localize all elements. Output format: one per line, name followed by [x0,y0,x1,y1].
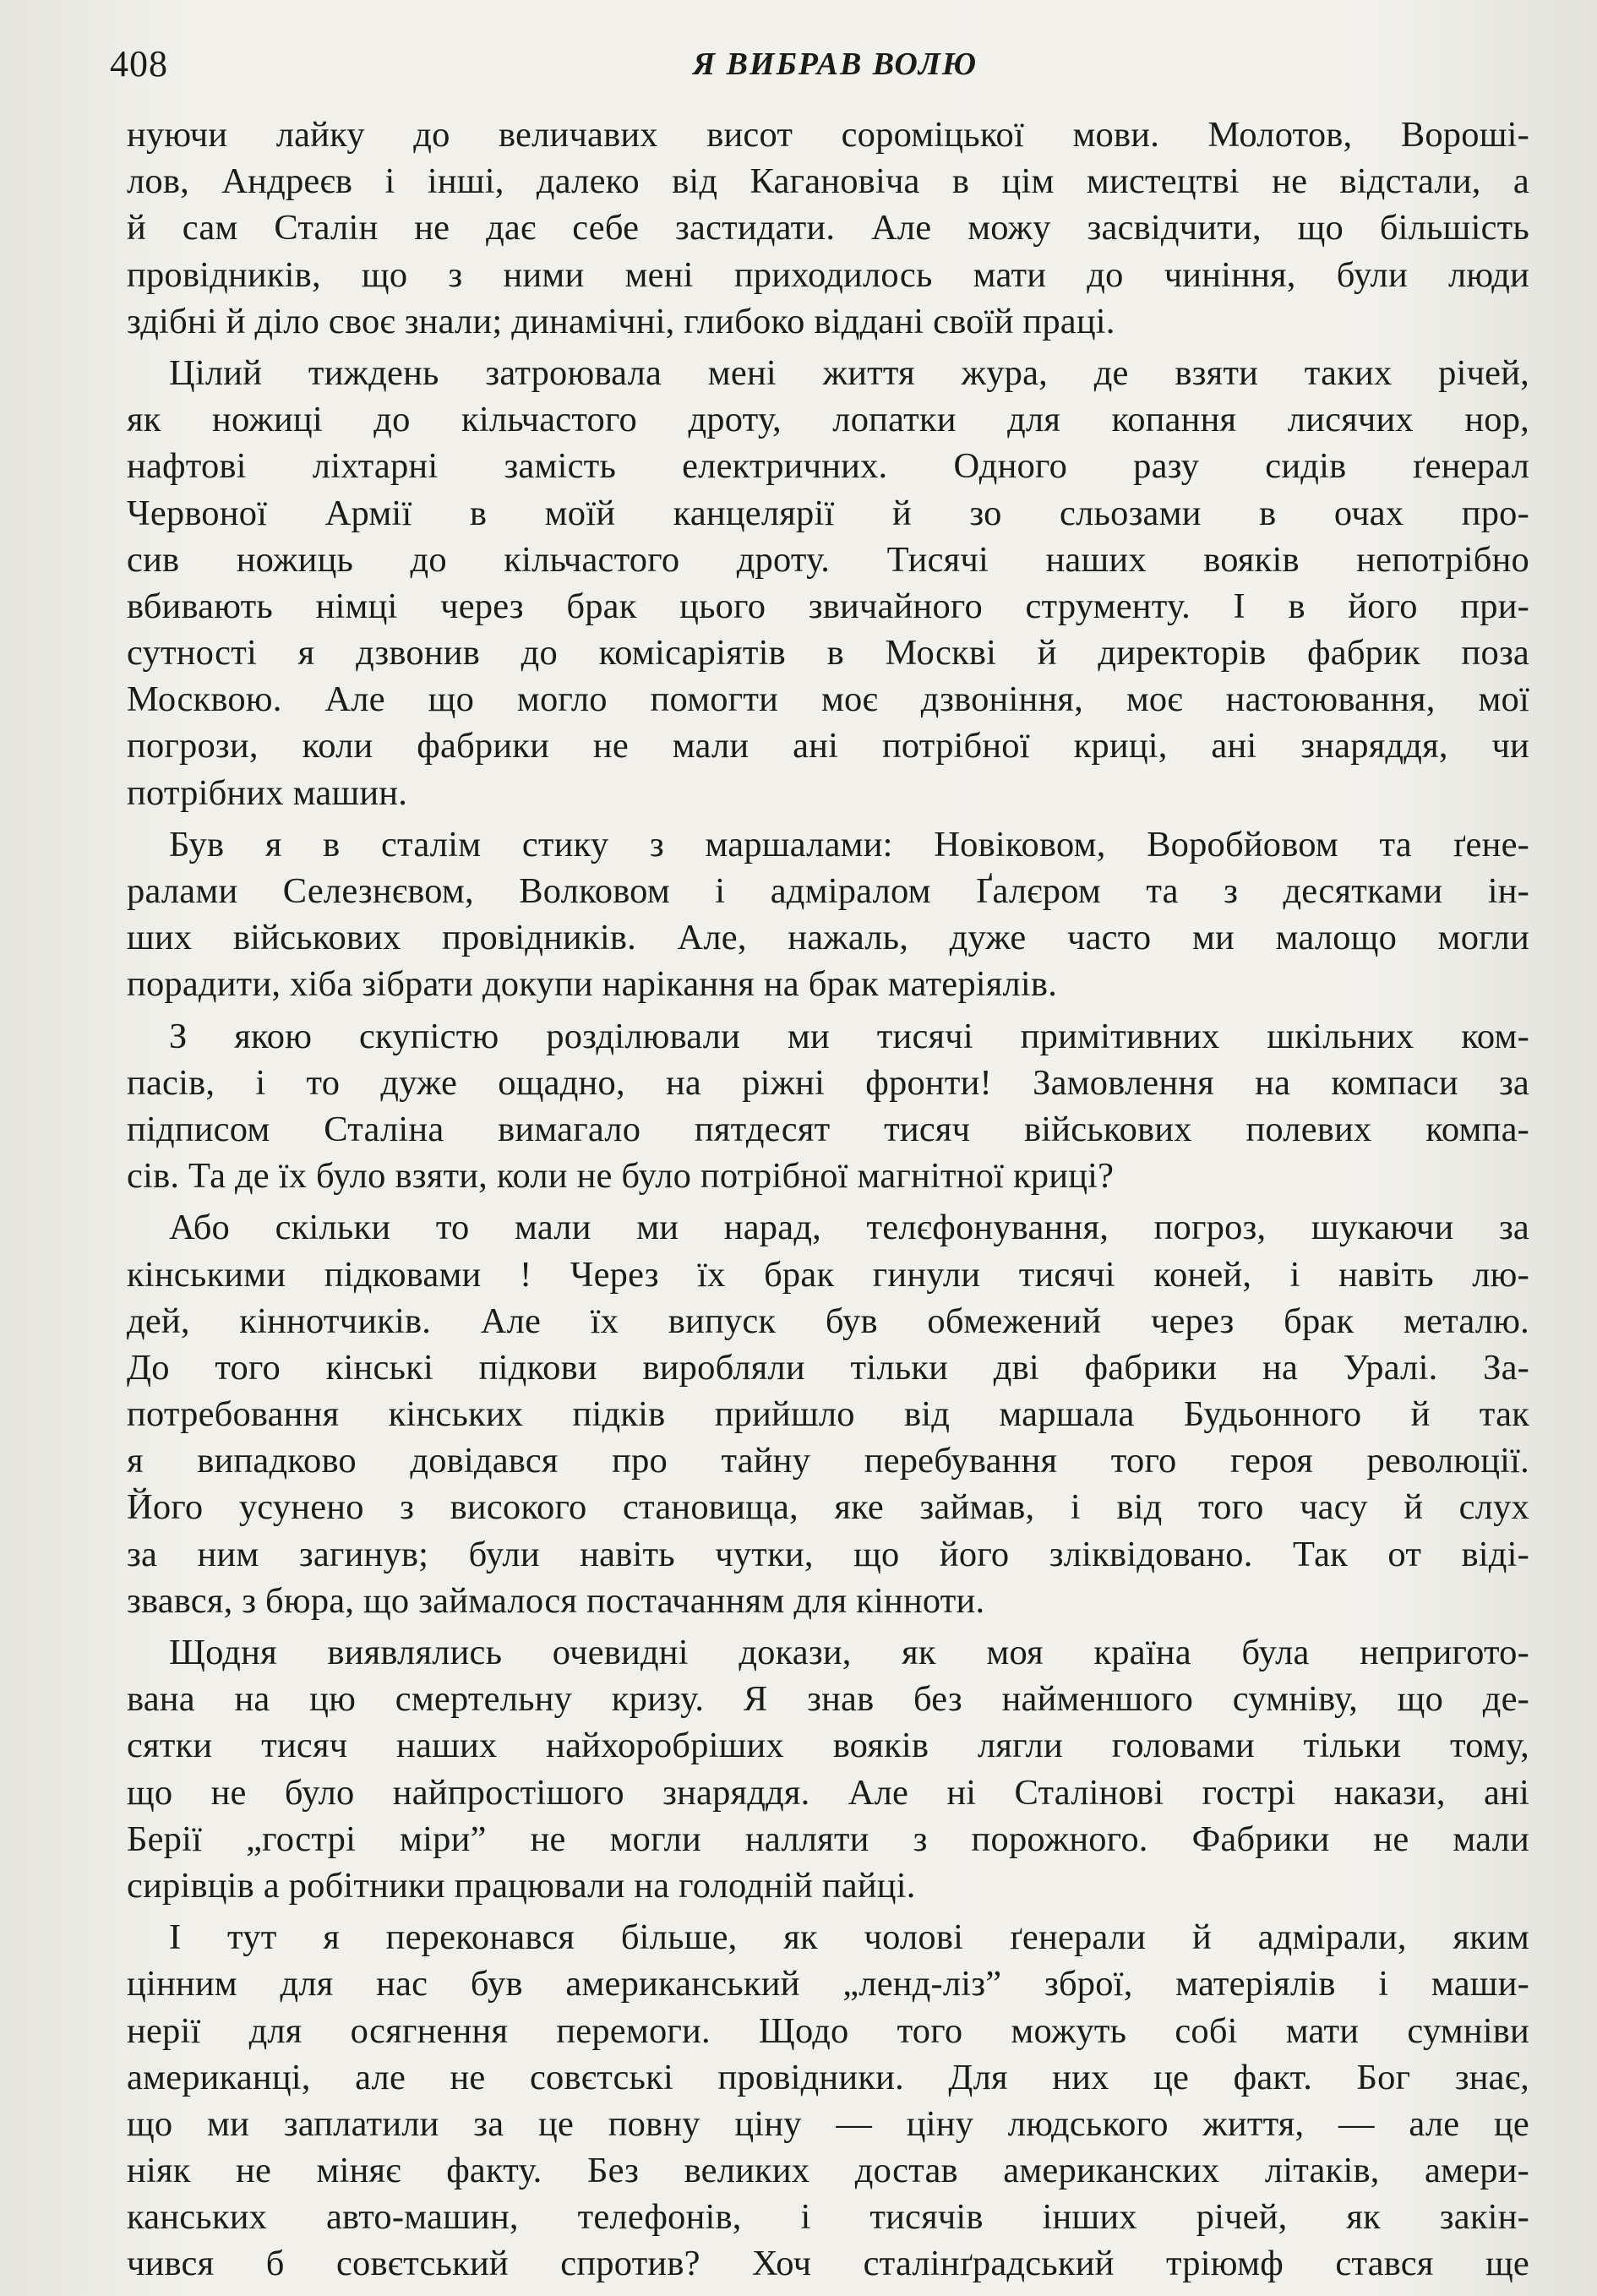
text-line: ших військових провідників. Але, нажаль, дуже часто ми малощо могли [127,918,1529,958]
text-line: я випадково довідався про тайну перебування того героя революції. [127,1441,1529,1481]
text-line: цінним для нас був американський „ленд-ліз” зброї, матеріялів і маши- [127,1964,1529,2004]
text-line: як ножиці до кільчастого дроту, лопатки для копання лисячих нор, [127,400,1529,440]
text-line: І тут я переконався більше, як чолові ґенерали й адмірали, яким [169,1917,1529,1958]
text-line: канських авто-машин, телефонів, і тисячів інших річей, як закін- [127,2197,1529,2238]
text-line: сутності я дзвонив до комісаріятів в Москві й директорів фабрик поза [127,633,1529,674]
text-line: Берії „гострі міри” не могли налляти з порожного. Фабрики не мали [127,1819,1529,1859]
text-line: До того кінські підкови виробляли тільки дві фабрики на Уралі. За- [127,1347,1529,1388]
text-line: З якою скупістю розділювали ми тисячі примітивних шкільних ком- [169,1016,1529,1056]
text-line: дей, кіннотчиків. Але їх випуск був обмежений через брак металю. [127,1301,1529,1341]
text-line: вбивають німці через брак цього звичайного струменту. І в його при- [127,586,1529,626]
text-line: сів. Та де їх було взяти, коли не було потрібної магнітної криці? [127,1156,1115,1197]
text-line: нафтові ліхтарні замість електричних. Одного разу сидів ґенерал [127,446,1529,487]
text-line: погрози, коли фабрики не мали ані потрібної криці, ані знаряддя, чи [127,726,1529,766]
paragraph [127,1013,1529,1200]
page-header [110,42,1546,93]
text-line: чився б совєтський спротив? Хоч сталінґрадський тріюмф стався ще [127,2244,1529,2284]
text-line: пасів, і то дуже ощадно, на ріжні фронти! Замовлення на компаси за [127,1062,1529,1103]
text-line: лов, Андреєв і інші, далеко від Кагановіча в цім мистецтві не відстали, а [127,161,1529,202]
text-line: що не було найпростішого знаряддя. Але ні Сталінові гострі накази, ані [127,1772,1529,1813]
text-line: й сам Сталін не дає себе застидати. Але можу засвідчити, що більшість [127,208,1529,248]
text-line: Червоної Армії в моїй канцелярії й зо сльозами в очах про- [127,493,1529,533]
paragraph [127,1914,1529,2288]
text-line: кінськими підковами ! Через їх брак гинули тисячі коней, і навіть лю- [127,1254,1529,1295]
text-line: сирівців а робітники працювали на голодній пайці. [127,1865,916,1906]
text-line: сятки тисяч наших найхоробріших вояків лягли головами тільки тому, [127,1726,1529,1766]
text-line: Був я в сталім стику з маршалами: Новіковом, Воробйовом та ґене- [169,824,1529,864]
running-title: Я ВИБРАВ ВОЛЮ [693,46,978,82]
page-number: 408 [110,43,168,85]
text-line: нуючи лайку до величавих висот сороміцької мови. Молотов, Вороші- [127,115,1529,155]
text-line: потрібних машин. [127,772,408,813]
text-line: ніяк не міняє факту. Без великих достав американских літаків, амери- [127,2151,1529,2191]
text-line: Його усунено з високого становища, яке займав, і від того часу й слух [127,1487,1529,1528]
text-line: Цілий тиждень затроювала мені життя жура, де взяти таких річей, [169,352,1529,393]
text-line: провідників, що з ними мені приходилось мати до чиніння, були люди [127,254,1529,295]
text-line: нерії для осягнення перемоги. Щодо того можуть собі мати сумніви [127,2010,1529,2051]
paragraph [127,1204,1529,1624]
text-line: Москвою. Але що могло помогти моє дзвоніння, моє настоювання, мої [127,679,1529,720]
text-line: що ми заплатили за це повну ціну — ціну людського життя, — але це [127,2103,1529,2144]
paragraph [127,821,1529,1008]
text-line: ралами Селезнєвом, Волковом і адміралом Ґалєром та з десятками ін- [127,871,1529,911]
text-line: вана на цю смертельну кризу. Я знав без найменшого сумніву, що де- [127,1679,1529,1720]
text-line: порадити, хіба зібрати докупи нарікання на брак матеріялів. [127,964,1058,1005]
text-line: звався, з бюра, що займалося постачанням для кінноти. [127,1580,985,1621]
text-line: здібні й діло своє знали; динамічні, глибоко віддані своїй праці. [127,301,1115,341]
body-text [127,112,1529,2288]
paragraph [127,1629,1529,1909]
text-line: потребовання кінських підків прийшло від маршала Будьонного й так [127,1394,1529,1435]
text-line: Або скільки то мали ми нарад, телєфонування, погроз, шукаючи за [169,1208,1529,1248]
paragraph [127,350,1529,816]
text-line: за ним загинув; були навіть чутки, що його зліквідовано. Так от віді- [127,1534,1529,1574]
text-line: американці, але не совєтські провідники. Для них це факт. Бог знає, [127,2057,1529,2097]
paragraph [127,112,1529,345]
text-line: сив ножиць до кільчастого дроту. Тисячі наших вояків непотрібно [127,539,1529,580]
text-line: підписом Сталіна вимагало пятдесят тисяч військових полевих компа- [127,1109,1529,1149]
text-line: Щодня виявлялись очевидні докази, як моя країна була непригото- [169,1633,1529,1672]
